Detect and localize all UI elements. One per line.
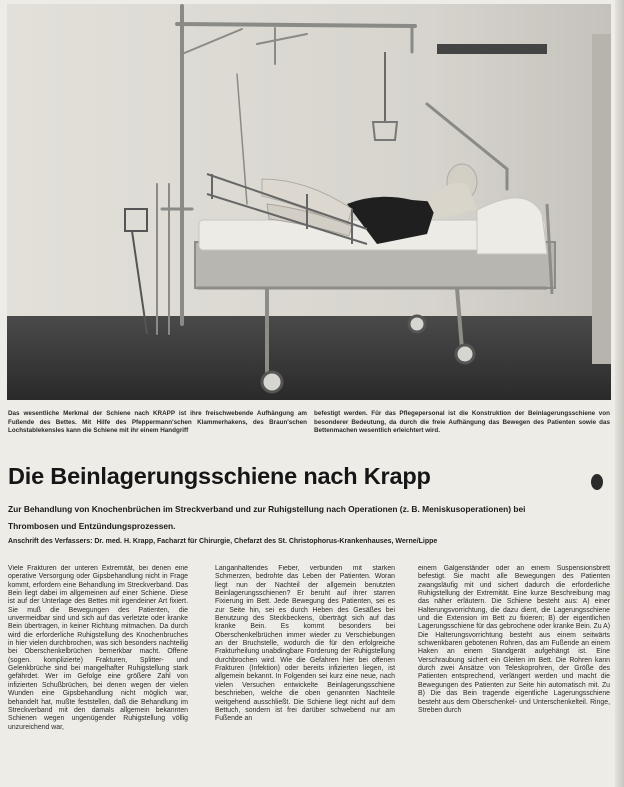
text-column-1 [8,565,188,783]
floor [7,316,611,400]
hospital-bed-photo [7,4,611,400]
article-subtitle: Zur Behandlung von Knochenbrüchen im Streckverband und zur Ruhigstellung nach Operationen (z. B. Meniskusoperationen) bei Thrombosen und Entzündungsprozessen. [8,504,526,531]
column-3-text: einem Galgenständer oder an einem Suspensionsbrett befestigt. Sie macht alle Bewegungen des Patienten zwangsläufig mit und sichert dadurch die erforderliche Ruhigstellung der Extremität. Eine kurze Beschreibung mag das näher erläutern. Die Schiene besteht aus: A) einer Halterungsvorrichtung, die dazu dient, die Lagerungsschiene und die Extension im Bett zu fixieren; B) der eigentlichen Lagerungsschiene für das gebrochene oder kranke Bein. Zu A) Die Halterungsvorrichtung besteht aus einem seitwärts schwenkbaren gebotenen Rohren, das am Fußende an einem Haken an einem Standgerät aufgehängt ist. Eine Verschraubung sichert ein Gleiten im Bett. Die Rohren kann durch zwei Ansätze von Teleskoprohren, der Größe des Patienten entsprechend, verlängert werden und macht die Bewegungen des Patienten zur Seite hin automatisch mit. Zu B) Die das Bein tragende eigentliche Lagerungsschiene besteht aus dem Oberschenkel- und Unterschenkelteil. Ringe, Streben durch [418,565,610,714]
photo-caption-left: Das wesentliche Merkmal der Schiene nach KRAPP ist ihre freischwebende Aufhängung am Fußende des Bettes. Mit Hilfe des Pfeppermann'schen Klammerhakens, des Braun'schen Lochstablekensles kann die Schiene mit ihr einem Handgriff [8,410,307,435]
page-fold-edge [615,0,624,787]
wall-edge [592,34,611,364]
wall-shelf [437,44,547,54]
text-column-3 [418,565,610,783]
author-address: Anschrift des Verfassers: Dr. med. H. Krapp, Facharzt für Chirurgie, Chefarzt des St. Christophorus-Krankenhauses, Werne/Lippe [8,538,438,545]
page-marker-icon [591,474,603,490]
column-2-text: Langanhaltendes Fieber, verbunden mit starken Schmerzen, bedrohte das Leben der Patienten. Woran liegt nun der Nachteil der allgemein benutzten Beinlagerungsschienen? Er beruht auf ihrer starren Fixierung im Bett. Jede Bewegung des Patienten, sei es zur Seite hin, sei es durch Heben des Gesäßes bei Benutzung des Steckbeckens, überträgt sich auf das kranke Bein. Es kommt besonders bei Oberschenkelbrüchen immer wieder zu Verschiebungen an der Bruchstelle, wodurch die für den erfolgreiche Frakturheilung unabdingbare Forderung der Ruhigstellung durchbrochen wird. Wie die Gefahren hier bei offenen Frakturen (Infektion) oder bereits infizierten liegen, ist allgemein bekannt. In Folgenden sei kurz eine neue, nach vielen Versuchen entwickelte Beinlagerungsschiene beschrieben, welche die oben genannten Nachteile weitgehend ausschließt. Die Schiene liegt nicht auf dem Bettuch, sondern ist frei darüber schwebend nur am Fußende an [215,565,395,723]
text-column-2 [215,565,395,783]
photo-caption-right: befestigt werden. Für das Pflegepersonal ist die Konstruktion der Beinlagerungsschiene von besonderer Bedeutung, da durch die freie Aufhängung das Bewegen des Patienten sowie das Bettenmachen wesentlich erleichtert wird. [314,410,610,435]
column-1-text: Viele Frakturen der unteren Extremität, bei denen eine operative Versorgung oder Gipsbehandlung nicht in Frage kommt, erfordern eine Behandlung im Streckverband. Das Bein liegt dabei im allgemeinen auf einer Schiene. Diese ist auf der Unterlage des Bettes mit irgendeiner Art fixiert. Sie muß die Bewegungen des Patienten, die unvermeidbar sind und sich auf das verletzte oder kranke Bein übertragen, in keiner Richtung mitmachen. Da durch wird die erforderliche Ruhigstellung des Knochenbruches in hier vielen durchbrochen, was sich besonders nachteilig bei Oberschenkelbrüchen bemerkbar macht. Offene (sogen. komplizierte) Frakturen, Splitter- und Gelenkbrüche sind bei mangelhafter Ruhigstellung stark gefährdet. Wer im Gefolge eine größere Zahl von infizierten Schußbrüchen, bei denen wegen der vielen Wunden eine Gipsbehandlung nicht möglich war, behandelt hat, mußte feststellen, daß die Behandlung im Streckverband mit den damals allgemein bekannten Schienen wegen ungenügender Ruhigstellung völlig unzureichend war, [8,565,188,731]
article-title: Die Beinlagerungsschiene nach Krapp [8,463,431,489]
